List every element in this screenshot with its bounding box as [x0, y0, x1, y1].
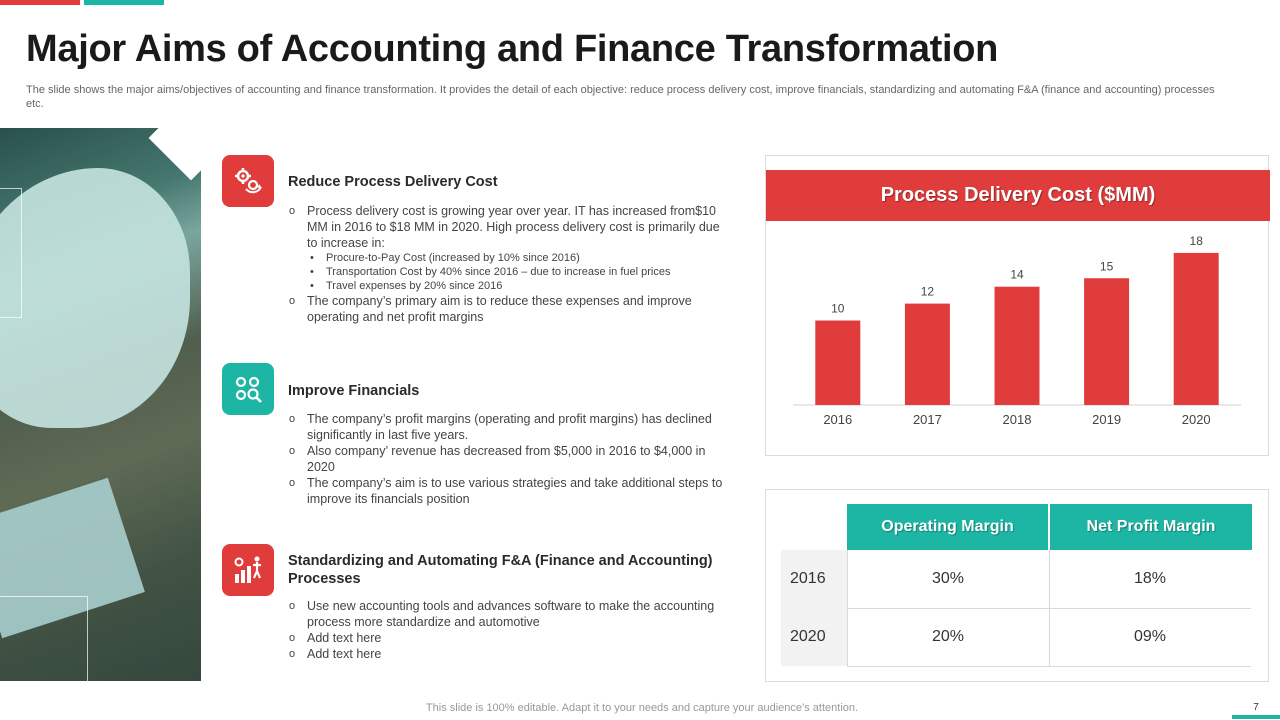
sub-bullet-item: • Travel expenses by 20% since 2016 — [288, 279, 730, 293]
section-title-delivery-cost: Reduce Process Delivery Cost — [288, 174, 498, 190]
bullet-item: o Use new accounting tools and advances software to make the accounting process more standardize and automotive — [288, 598, 730, 630]
bullet-item: o Add text here — [288, 646, 730, 662]
page-number: 7 — [1253, 702, 1259, 713]
x-tick-label: 2020 — [1181, 412, 1211, 427]
footer-note: This slide is 100% editable. Adapt it to your needs and capture your audience’s attention. — [425, 702, 859, 714]
bar-2018 — [995, 287, 1040, 405]
table-divider — [847, 550, 848, 667]
table-divider — [1049, 550, 1050, 667]
table-cell: 18% — [1133, 570, 1167, 587]
accent-bar-teal — [84, 0, 164, 5]
section-bullets-financials — [288, 411, 730, 507]
table-cell: 20% — [931, 628, 965, 645]
data-label: 12 — [920, 284, 935, 299]
bar-chart-canvas — [766, 156, 1270, 457]
bar-2020 — [1174, 253, 1219, 405]
table-cell: 30% — [931, 570, 965, 587]
table-header-operating-margin: Operating Margin — [847, 504, 1048, 550]
bullet-item: o Process delivery cost is growing year over year. IT has increased from$10 MM in 2016 to $18 MM in 2020. High process delivery cost is primarily due to increase in: — [288, 203, 730, 251]
delivery-cost-chart — [765, 155, 1269, 456]
gears-search-icon — [222, 363, 274, 415]
page-title: Major Aims of Accounting and Finance Transformation — [26, 28, 999, 70]
bar-2019 — [1084, 278, 1129, 405]
table-cell: 09% — [1133, 628, 1167, 645]
bullet-item: o The company’s aim is to use various strategies and take additional steps to improve its financials position — [288, 475, 730, 507]
section-title-standardizing: Standardizing and Automating F&A (Finance and Accounting) Processes — [288, 553, 713, 587]
table-row-label: 2020 — [781, 608, 847, 666]
bar-2016 — [815, 321, 860, 406]
x-tick-label: 2017 — [912, 412, 942, 427]
accent-bar-red — [0, 0, 80, 5]
bullet-item: o Also company’ revenue has decreased from $5,000 in 2016 to $4,000 in 2020 — [288, 443, 730, 475]
bullet-item: o Add text here — [288, 630, 730, 646]
bar-2017 — [905, 304, 950, 405]
section-bullets-delivery-cost — [288, 203, 730, 325]
data-label: 14 — [1010, 267, 1024, 282]
automation-chart-icon — [222, 544, 274, 596]
office-photo — [0, 128, 201, 681]
page-subtitle: The slide shows the major aims/objectives of accounting and finance transformation. It provides the detail of each objective: reduce process delivery cost, improve financials, standardizing and automating F&A (finance and accounting) processes etc. — [26, 84, 1215, 110]
sub-bullet-item: • Transportation Cost by 40% since 2016 – due to increase in fuel prices — [288, 265, 730, 279]
gears-refresh-icon — [222, 155, 274, 207]
x-tick-label: 2018 — [1002, 412, 1032, 427]
section-title-financials: Improve Financials — [288, 383, 420, 399]
margin-table — [765, 489, 1269, 682]
x-tick-label: 2019 — [1092, 412, 1122, 427]
bullet-item: o The company’s profit margins (operating and profit margins) has declined significantly in last five years. — [288, 411, 730, 443]
table-header-net-profit-margin: Net Profit Margin — [1050, 504, 1252, 550]
data-label: 10 — [831, 301, 845, 316]
section-bullets-standardizing — [288, 598, 730, 662]
x-tick-label: 2016 — [823, 412, 853, 427]
sub-bullet-item: • Procure-to-Pay Cost (increased by 10% since 2016) — [288, 251, 730, 265]
chart-title: Process Delivery Cost ($MM) — [766, 170, 1270, 221]
page-number-underline — [1232, 715, 1280, 719]
bullet-item: o The company’s primary aim is to reduce these expenses and improve operating and net profit margins — [288, 293, 730, 325]
data-label: 18 — [1189, 233, 1203, 248]
table-row-label: 2016 — [781, 550, 847, 608]
data-label: 15 — [1099, 259, 1114, 274]
